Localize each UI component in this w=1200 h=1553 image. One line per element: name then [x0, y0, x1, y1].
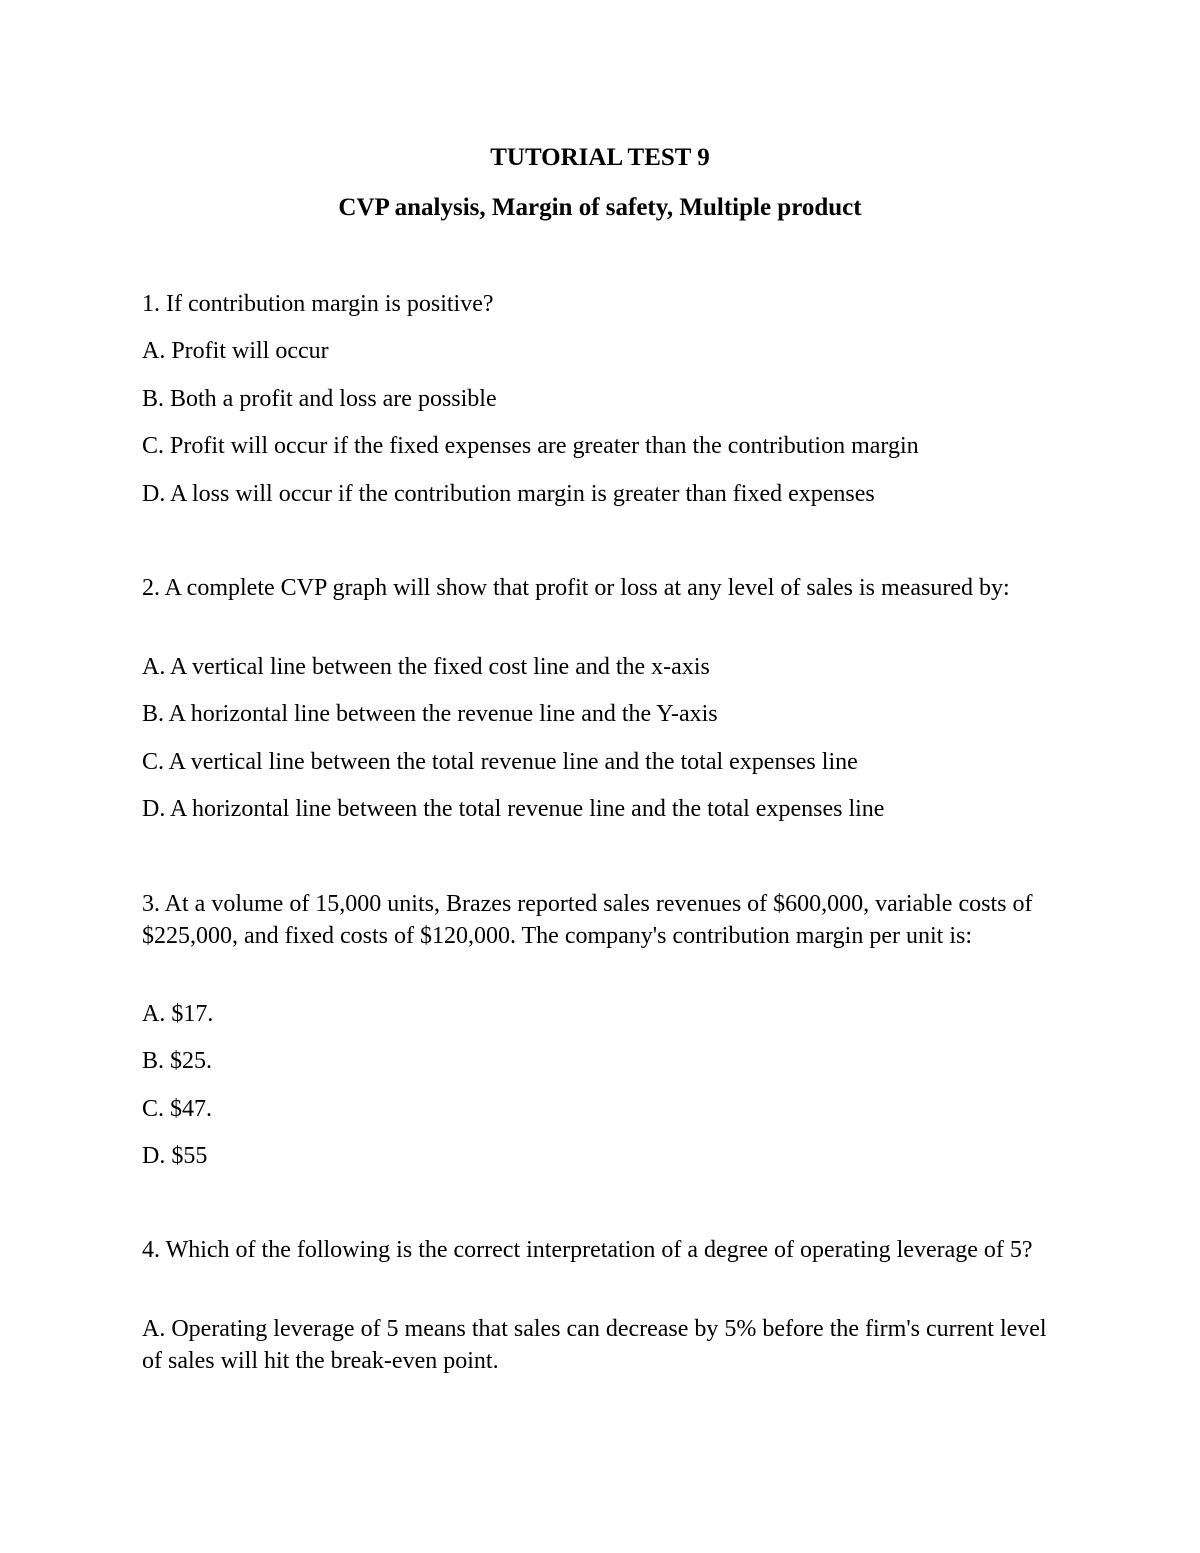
question-1-option-c: C. Profit will occur if the fixed expenses are greater than the contribution margin: [142, 433, 919, 459]
question-1-option-a: A. Profit will occur: [142, 338, 329, 364]
question-3-option-b: B. $25.: [142, 1048, 213, 1074]
question-1-option-d: D. A loss will occur if the contribution margin is greater than fixed expenses: [142, 481, 875, 507]
question-4-stem: 4. Which of the following is the correct interpretation of a degree of operating leverage of 5?: [142, 1237, 1033, 1263]
question-2-option-b: B. A horizontal line between the revenue line and the Y-axis: [142, 701, 718, 727]
question-2-option-a: A. A vertical line between the fixed cost line and the x-axis: [142, 654, 710, 680]
question-3-stem: 3. At a volume of 15,000 units, Brazes reported sales revenues of $600,000, variable costs of $225,000, and fixed costs of $120,000. The company's contribution margin per unit is:: [142, 891, 1033, 949]
question-3-option-c: C. $47.: [142, 1096, 213, 1122]
question-4-option-a: A. Operating leverage of 5 means that sales can decrease by 5% before the firm's current level of sales will hit the break-even point.: [142, 1316, 1047, 1374]
question-1-stem: 1. If contribution margin is positive?: [142, 291, 494, 317]
document-subtitle: CVP analysis, Margin of safety, Multiple product: [338, 194, 862, 221]
document-title: TUTORIAL TEST 9: [490, 144, 710, 171]
question-3-option-d: D. $55: [142, 1143, 208, 1169]
question-3-option-a: A. $17.: [142, 1001, 214, 1027]
question-2-stem: 2. A complete CVP graph will show that profit or loss at any level of sales is measured by:: [142, 575, 1010, 601]
question-1-option-b: B. Both a profit and loss are possible: [142, 386, 497, 412]
question-2-option-c: C. A vertical line between the total revenue line and the total expenses line: [142, 749, 858, 775]
question-2-option-d: D. A horizontal line between the total revenue line and the total expenses line: [142, 796, 885, 822]
